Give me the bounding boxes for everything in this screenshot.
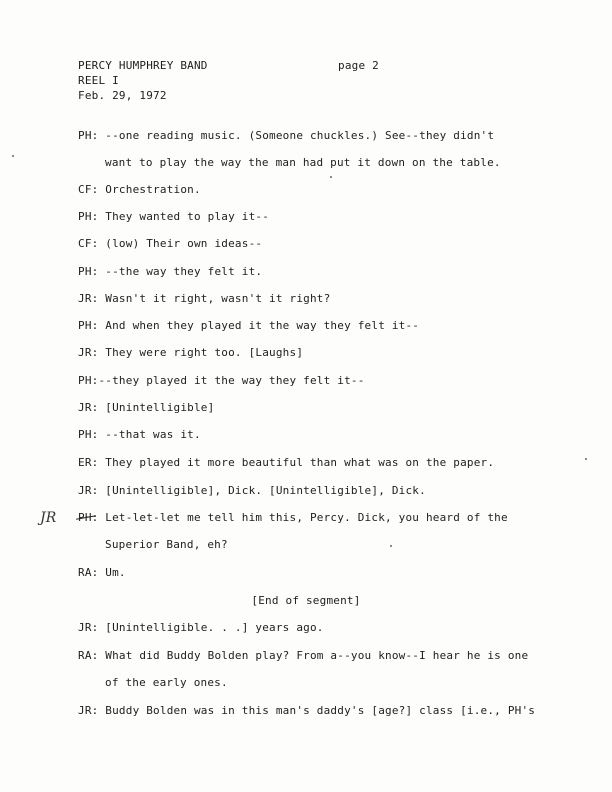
transcript-line: RA: What did Buddy Bolden play? From a--you know--I hear he is one (78, 649, 529, 662)
transcript-line: JR: Buddy Bolden was in this man's daddy's [age?] class [i.e., PH's (78, 704, 536, 717)
end-of-segment-marker: [End of segment] (251, 594, 361, 607)
transcript-line: JR: [Unintelligible] (78, 401, 215, 414)
transcript-line: JR: [Unintelligible], Dick. [Unintelligible], Dick. (78, 484, 426, 497)
transcript-line: PH: Let-let-let me tell him this, Percy. Dick, you heard of the (78, 511, 508, 524)
transcript-line: PH: --one reading music. (Someone chuckles.) See--they didn't (78, 129, 495, 142)
transcript-line: of the early ones. (105, 676, 228, 689)
scan-speck (585, 458, 587, 460)
transcript-line: CF: (low) Their own ideas-- (78, 237, 263, 250)
transcript-line: RA: Um. (78, 566, 126, 579)
header-page-number: page 2 (338, 59, 379, 72)
header-reel: REEL I (78, 74, 119, 87)
transcript-line: JR: They were right too. [Laughs] (78, 346, 304, 359)
handwritten-margin-note: JR (40, 510, 57, 526)
scan-speck (12, 155, 14, 157)
transcript-line: JR: [Unintelligible. . .] years ago. (78, 621, 324, 634)
transcript-line: Superior Band, eh? (105, 538, 228, 551)
transcript-line: PH: --the way they felt it. (78, 265, 263, 278)
transcript-line: PH: And when they played it the way they felt it-- (78, 319, 420, 332)
header-band-title: PERCY HUMPHREY BAND (78, 59, 208, 72)
scan-speck (390, 545, 392, 547)
header-date: Feb. 29, 1972 (78, 89, 167, 102)
transcript-line: CF: Orchestration. (78, 183, 201, 196)
transcript-line: JR: Wasn't it right, wasn't it right? (78, 292, 331, 305)
scan-speck (330, 176, 332, 178)
transcript-line: PH: They wanted to play it-- (78, 210, 270, 223)
transcript-line: PH: --that was it. (78, 428, 201, 441)
transcript-line: ER: They played it more beautiful than what was on the paper. (78, 456, 495, 469)
transcript-line: PH:--they played it the way they felt it-- (78, 374, 365, 387)
transcript-line: want to play the way the man had put it down on the table. (105, 156, 501, 169)
